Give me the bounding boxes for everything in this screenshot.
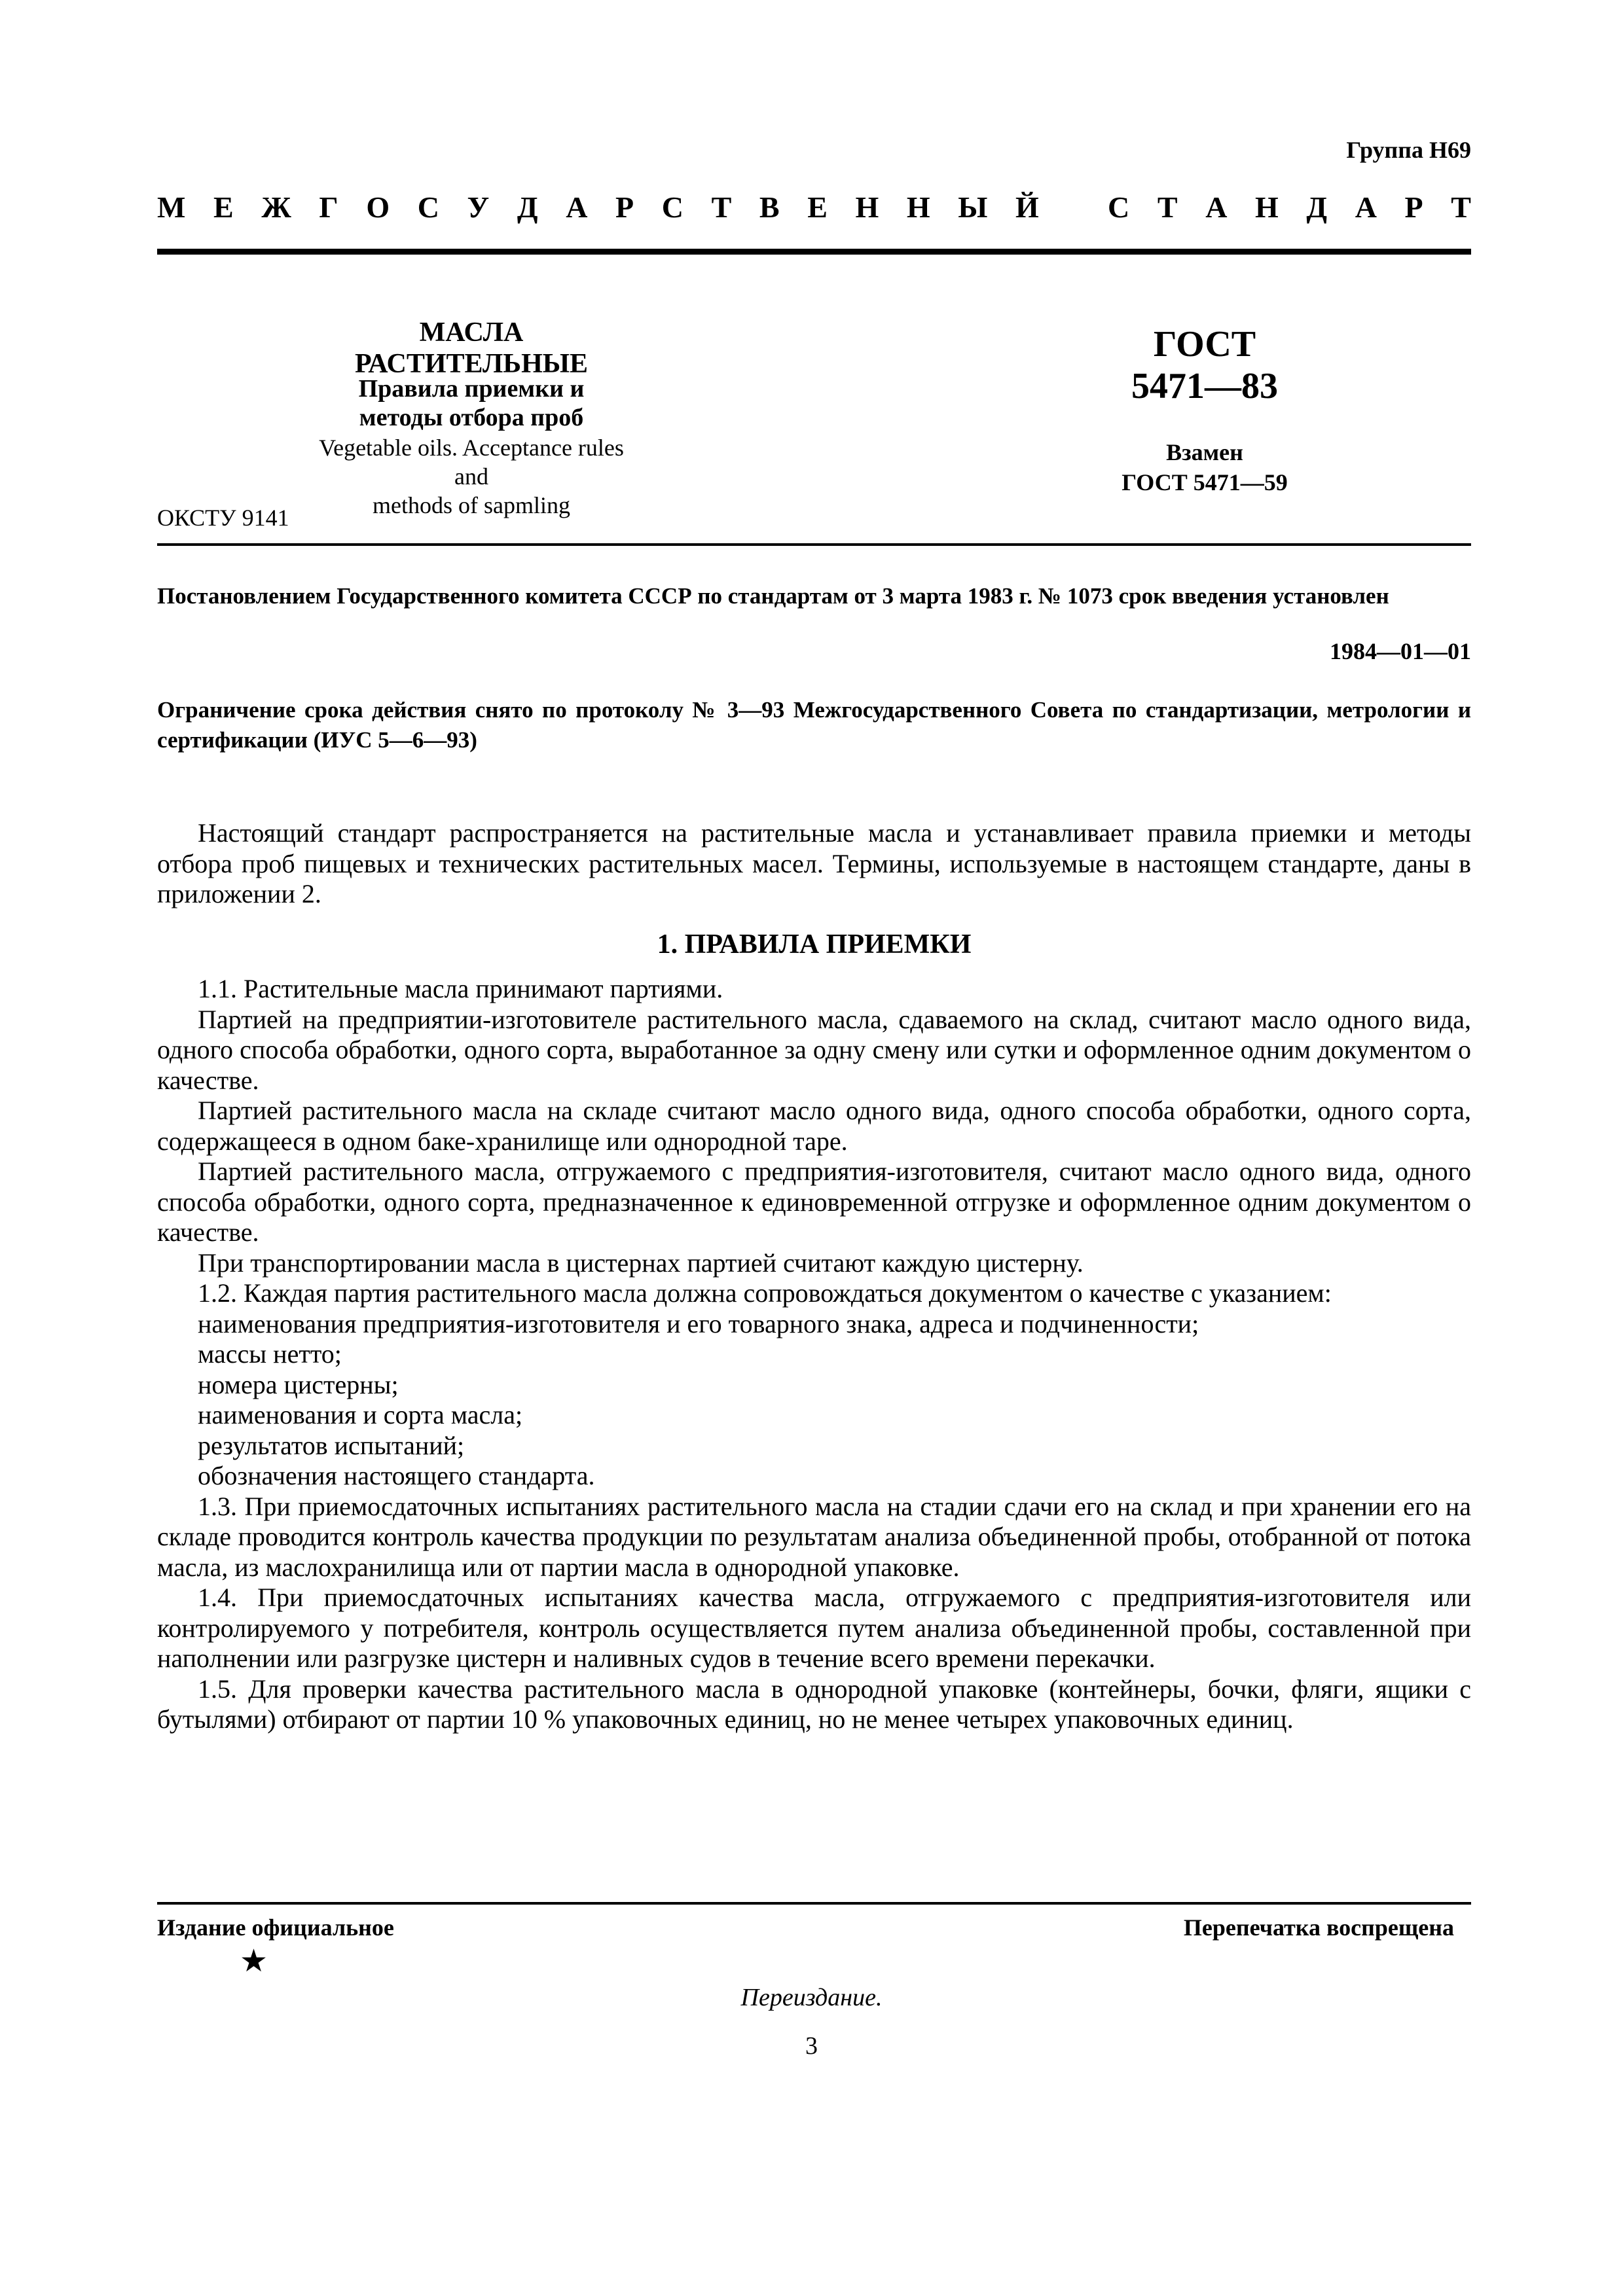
effective-date: 1984—01—01 <box>1330 638 1471 664</box>
paragraph: 1.5. Для проверки качества растительного масла в однородной упаковке (контейнеры, бочки, фляги, ящики с бутылями) отбирают от партии 10 % упаковочных единиц, но не менее четырех упаковочных единиц. <box>157 1674 1471 1734</box>
list-item: результатов испытаний; <box>198 1430 465 1460</box>
header-rule <box>157 249 1471 255</box>
banner-letter: Т <box>1157 190 1178 224</box>
banner-letter: С <box>417 190 439 224</box>
paragraph: При транспортировании масла в цистернах партией считают каждую цистерну. <box>198 1247 1084 1278</box>
official-edition-label: Издание официальное <box>157 1914 394 1941</box>
banner-letter: Т <box>711 190 732 224</box>
list-item: обозначения настоящего стандарта. <box>198 1461 595 1490</box>
standard-banner <box>157 190 1471 224</box>
banner-letter: Ы <box>958 190 988 224</box>
document-subtitle: Правила приемки и методы отбора проб <box>358 375 585 431</box>
star-icon: ★ <box>240 1944 268 1979</box>
paragraph: Партией на предприятии-изготовителе растительного масла, сдаваемого на склад, считают масло одного вида, одного способа обработки, одного сорта, выработанное за одну смену или сутки и оформленное одним документом о качестве. <box>157 1004 1471 1095</box>
banner-letter: С <box>661 190 684 224</box>
english-title-line: Vegetable oils. Acceptance rules and <box>319 435 624 490</box>
document-title: МАСЛА РАСТИТЕЛЬНЫЕ <box>355 317 588 379</box>
document-body <box>157 818 1471 1735</box>
banner-letter: М <box>157 190 186 224</box>
banner-letter: Т <box>1451 190 1471 224</box>
okstu-code: ОКСТУ 9141 <box>157 505 289 531</box>
banner-letter: Н <box>906 190 930 224</box>
banner-letter: Й <box>1015 190 1039 224</box>
list-item: наименования и сорта масла; <box>198 1400 523 1429</box>
gost-label: ГОСТ <box>1153 324 1256 365</box>
paragraph: Партией растительного масла, отгружаемого с предприятия-изготовителя, считают масло одного вида, одного способа обработки, одного сорта, предназначенное к единовременной отгрузке и оформленное одним документом о качестве. <box>157 1157 1471 1247</box>
gost-designation <box>1048 323 1362 407</box>
banner-letter: А <box>566 190 588 224</box>
banner-letter: Д <box>1306 190 1328 224</box>
list-item: наименования предприятия-изготовителя и его товарного знака, адреса и подчиненности; <box>198 1308 1199 1338</box>
gost-number: 5471—83 <box>1131 366 1278 406</box>
banner-letter: Н <box>1255 190 1279 224</box>
english-title <box>314 433 629 520</box>
paragraph: 1.4. При приемосдаточных испытаниях качества масла, отгружаемого с предприятия-изготовителя или контролируемого у потребителя, контроль осуществляется путем анализа объединенной пробы, составленной при наполнении или разгрузке цистерн и наливных судов в течение всего времени перекачки. <box>157 1583 1471 1673</box>
title-rule <box>157 543 1471 546</box>
banner-letter: Е <box>807 190 828 224</box>
list-item: массы нетто; <box>198 1339 342 1369</box>
replaces-label: Взамен <box>1166 439 1243 465</box>
paragraph: 1.1. Растительные масла принимают партиями. <box>198 974 723 1003</box>
banner-letter: Д <box>517 190 538 224</box>
list-item: номера цистерны; <box>198 1369 399 1399</box>
banner-gap <box>1067 190 1080 224</box>
english-title-line: methods of sapmling <box>373 492 570 518</box>
page-number: 3 <box>805 2032 818 2060</box>
banner-letter: А <box>1355 190 1377 224</box>
banner-letter: Р <box>615 190 634 224</box>
intro-paragraph: Настоящий стандарт распространяется на растительные масла и устанавливает правила приемки и методы отбора проб пищевых и технических растительных масел. Термины, используемые в настоящем стандарте, даны в приложении 2. <box>157 818 1471 908</box>
banner-letter: О <box>366 190 390 224</box>
footer-rule <box>157 1902 1471 1905</box>
section-heading: 1. ПРАВИЛА ПРИЕМКИ <box>657 929 972 960</box>
group-code: Группа Н69 <box>1346 137 1471 163</box>
replaces-number: ГОСТ 5471—59 <box>1122 469 1288 495</box>
decree-text: Постановлением Государственного комитета СССР по стандартам от 3 марта 1983 г. № 1073 срок введения установлен <box>157 583 1389 609</box>
banner-letter: Р <box>1404 190 1423 224</box>
banner-letter: Ж <box>261 190 291 224</box>
reprint-notice: Перепечатка воспрещена <box>1183 1914 1454 1941</box>
banner-letter: Н <box>855 190 879 224</box>
limitation-note: Ограничение срока действия снято по протоколу № 3—93 Межгосударственного Совета по стандартизации, метрологии и сертификации (ИУС 5—6—93) <box>157 697 1471 753</box>
paragraph: 1.2. Каждая партия растительного масла должна сопровождаться документом о качестве с указанием: <box>198 1278 1332 1308</box>
banner-letter: Г <box>319 190 338 224</box>
banner-letter: В <box>759 190 780 224</box>
banner-letter: А <box>1205 190 1228 224</box>
banner-letter: У <box>467 190 490 224</box>
banner-letter: С <box>1108 190 1130 224</box>
banner-letter: Е <box>213 190 234 224</box>
paragraph: Партией растительного масла на складе считают масло одного вида, одного способа обработки, одного сорта, содержащееся в одном баке-хранилище или однородной таре. <box>157 1096 1471 1156</box>
reissue-note: Переиздание. <box>740 1984 883 2011</box>
paragraph: 1.3. При приемосдаточных испытаниях растительного масла на стадии сдачи его на склад и при хранении его на складе проводится контроль качества продукции по результатам анализа объединенной пробы, отобранной от потока масла, из маслохранилища или от партии масла в однородной упаковке. <box>157 1491 1471 1582</box>
replaces-block <box>1048 437 1362 497</box>
